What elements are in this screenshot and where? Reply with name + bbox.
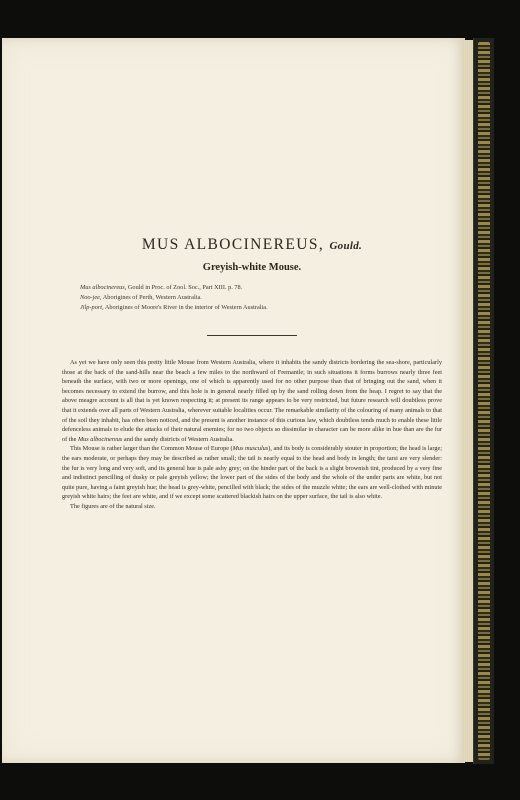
spine-gilt-pattern <box>478 42 490 760</box>
paragraph-habitat <box>62 358 442 444</box>
synonym-entry <box>80 293 442 303</box>
species-author: Gould. <box>329 240 363 252</box>
synonym-name: Jilp-port, <box>80 304 104 311</box>
book-spine <box>473 38 494 764</box>
paragraph-species-ref: Mus albocinereus <box>77 435 123 443</box>
common-name: Greyish-white Mouse. <box>202 262 302 273</box>
page-edges <box>463 40 473 762</box>
paragraph-text: and the sandy districts of Western Australia. <box>123 435 234 443</box>
synonym-entry <box>80 283 442 293</box>
synonym-source: Aborigines of Perth, Western Australia. <box>102 294 202 301</box>
page-content <box>62 230 442 512</box>
synonym-name: Mus albocinereus, <box>80 284 127 291</box>
species-name: MUS ALBOCINEREUS, <box>141 236 325 253</box>
species-title <box>62 236 442 254</box>
paragraph-species-ref: Mus musculus <box>232 445 269 453</box>
description-text <box>62 358 442 512</box>
synonym-source: Aborigines of Moore's River in the interior of Western Australia. <box>104 304 268 311</box>
paragraph-text: This Mouse is rather larger than the Common Mouse of Europe ( <box>70 445 233 453</box>
paragraph-figures-note: The figures are of the natural size. <box>70 502 156 510</box>
divider-rule <box>207 335 297 336</box>
synonym-list <box>80 283 442 313</box>
paragraph-description <box>62 444 442 502</box>
paragraph-text: ), and its body is considerably stouter in proportion; the head is large; the ears moderate, or perhaps they may be described as rather small; the tail is nearly equal to the head and body in length; the tarsi are very slender: the fur is very long and very soft, and its general hue is pale ashy grey; on the hinder part of the back is a slight brownish tint, produced by a very fine and indistinct pencilling of dusky or pale greyish yellow; the lower part of the sides of the body and the whole of the under parts are white, but not quite pure, having a faint greyish hue; the head is grey-white, pencilled with black; the sides of the muzzle white; the ears are well-clothed with minute greyish white hairs; the feet are white, and if we except some scattered blackish hairs on the upper surface, the tail is also white. <box>62 445 443 501</box>
synonym-source: Gould in Proc. of Zool. Soc., Part XIII. p. 78. <box>127 284 243 291</box>
paragraph-text: As yet we have only seen this pretty little Mouse from Western Australia, where it inhabits the sandy districts bordering the sea-shore, particularly those at the back of the sand-hills near the beach a few miles to the northward of Fremantle; in such situations it forms burrows nearly three feet beneath the surface, with two or more openings, one of which is apparently used for no other purpose than that of bringing out the sand, when it becomes necessary to extend the burrow, and this hole is in general nearly filled up by the sand rolling down from the heap. I regret to say that the above meagre account is all that is yet known respecting it; at present its range appears to be very restricted, but future research will doubtless prove that it extends over all parts of Western Australia, wherever suitable localities occur. The remarkable similarity of the colouring of many animals to that of the soil they inhabit, has often been noticed, and the present is another instance of this curious law, which doubtless tends much to enable these little defenceless animals to elude the attacks of their natural enemies; for no two objects so dissimilar in character can be more alike in hue than are the fur of the <box>62 359 442 443</box>
synonym-name: Noo-jee, <box>80 294 102 301</box>
synonym-entry <box>80 303 442 313</box>
